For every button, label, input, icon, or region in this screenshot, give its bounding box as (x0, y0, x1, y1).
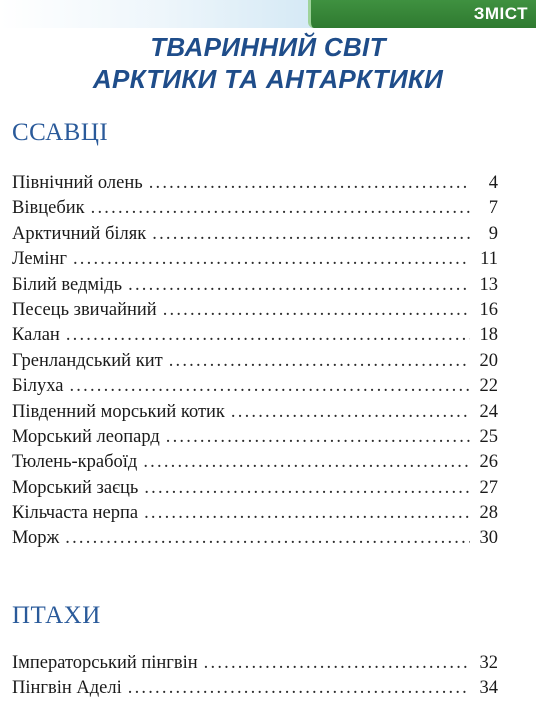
toc-entry-title: Північний олень (12, 173, 143, 193)
toc-entry-title: Білий ведмідь (12, 274, 123, 295)
toc-entry[interactable] (12, 450, 498, 475)
toc-leader-dots (91, 196, 470, 221)
toc-entry-page: 20 (479, 350, 498, 371)
toc-entry-title: Тюлень-крабоїд (12, 452, 138, 473)
toc-entry-title: Кільчаста нерпа (12, 503, 139, 524)
toc-entry-title: Пінгвін Аделі (12, 678, 122, 699)
toc-entry-title: Морський заєць (12, 477, 139, 498)
toc-entry[interactable] (12, 196, 498, 221)
toc-list-birds (12, 651, 498, 702)
contents-tab[interactable] (308, 0, 536, 28)
toc-entry-page: 16 (479, 299, 498, 320)
toc-leader-dots (204, 651, 470, 676)
section-heading-mammals: ССАВЦІ (12, 119, 109, 146)
section-heading-birds: ПТАХИ (12, 602, 101, 629)
toc-entry-page: 32 (479, 653, 498, 673)
toc-leader-dots (144, 476, 470, 501)
toc-entry[interactable] (12, 273, 498, 298)
toc-entry-page: 13 (479, 274, 498, 295)
toc-leader-dots (169, 349, 470, 374)
toc-entry-page: 27 (479, 477, 498, 498)
toc-leader-dots (144, 501, 470, 526)
toc-entry[interactable] (12, 171, 498, 196)
toc-entry-page: 30 (479, 528, 498, 549)
toc-leader-dots (143, 450, 470, 475)
toc-entry[interactable] (12, 349, 498, 374)
book-title-line-1: ТВАРИННИЙ СВІТ (150, 32, 386, 62)
toc-leader-dots (128, 273, 470, 298)
toc-entry[interactable] (12, 298, 498, 323)
toc-entry-title: Гренландський кит (12, 350, 163, 371)
toc-leader-dots (163, 298, 470, 323)
toc-entry-page: 26 (479, 452, 498, 473)
book-title-line-2: АРКТИКИ ТА АНТАРКТИКИ (92, 64, 444, 94)
toc-entry-title: Морський леопард (12, 426, 160, 447)
toc-leader-dots (166, 425, 470, 450)
toc-entry[interactable] (12, 526, 498, 551)
toc-entry-page: 24 (479, 401, 498, 422)
toc-entry-title: Песець звичайний (12, 299, 157, 320)
toc-leader-dots (149, 171, 470, 196)
toc-entry[interactable] (12, 374, 498, 399)
toc-leader-dots (69, 374, 470, 399)
toc-entry-page: 22 (479, 376, 498, 397)
toc-entry-title: Білуха (12, 376, 64, 397)
toc-entry-page: 7 (488, 198, 498, 219)
toc-entry-title: Арктичний біляк (12, 223, 147, 244)
toc-entry[interactable] (12, 400, 498, 425)
toc-entry-title: Імператорський пінгвін (12, 653, 198, 673)
toc-entry[interactable] (12, 323, 498, 348)
toc-leader-dots (66, 323, 470, 348)
toc-entry[interactable] (12, 676, 498, 701)
toc-entry[interactable] (12, 425, 498, 450)
toc-list-mammals (12, 171, 498, 552)
toc-leader-dots (65, 526, 470, 551)
toc-leader-dots (231, 400, 470, 425)
toc-entry[interactable] (12, 501, 498, 526)
toc-leader-dots (73, 247, 470, 272)
toc-entry-page: 9 (488, 223, 498, 244)
toc-leader-dots (128, 676, 470, 701)
toc-entry-page: 11 (480, 249, 498, 270)
toc-entry-page: 34 (479, 678, 498, 699)
contents-tab-label: ЗМІСТ (473, 4, 528, 23)
toc-leader-dots (152, 222, 470, 247)
toc-entry[interactable] (12, 247, 498, 272)
toc-entry-page: 18 (479, 325, 498, 346)
toc-entry-title: Південний морський котик (12, 401, 225, 422)
toc-entry-title: Морж (12, 528, 60, 549)
toc-entry-page: 4 (488, 173, 498, 193)
toc-entry-title: Вівцебик (12, 198, 85, 219)
toc-entry-title: Лемінг (12, 249, 67, 270)
toc-entry[interactable] (12, 222, 498, 247)
toc-entry-title: Калан (12, 325, 60, 346)
toc-entry[interactable] (12, 651, 498, 676)
toc-entry[interactable] (12, 476, 498, 501)
toc-entry-page: 28 (479, 503, 498, 524)
toc-entry-page: 25 (479, 426, 498, 447)
